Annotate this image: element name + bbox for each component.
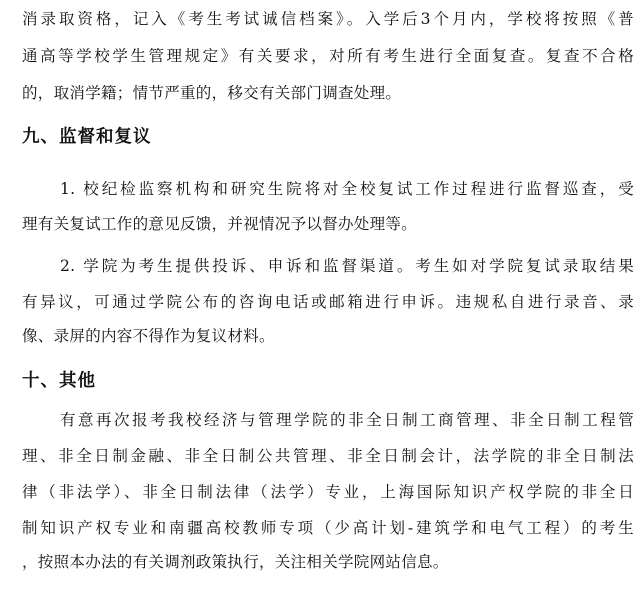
paragraph-line: 的，取消学籍；情节严重的，移交有关部门调查处理。 — [22, 84, 402, 102]
section-heading-other: 十、其他 — [22, 371, 96, 391]
paragraph-line: 2. 学院为考生提供投诉、申诉和监督渠道。考生如对学院复试录取结果 — [60, 257, 634, 275]
paragraph-line: 理有关复试工作的意见反馈，并视情况予以督办处理等。 — [22, 215, 418, 233]
paragraph-line: 1. 校纪检监察机构和研究生院将对全校复试工作过程进行监督巡查，受 — [60, 180, 634, 198]
paragraph-line: 通高等学校学生管理规定》有关要求，对所有考生进行全面复查。复查不合格 — [22, 47, 634, 65]
paragraph-line: 理、非全日制金融、非全日制公共管理、非全日制会计，法学院的非全日制法 — [22, 447, 634, 465]
paragraph-line: 消录取资格，记入《考生考试诚信档案》。入学后3个月内，学校将按照《普 — [22, 10, 634, 28]
section-heading-supervision: 九、监督和复议 — [22, 127, 152, 147]
paragraph-line: ，按照本办法的有关调剂政策执行，关注相关学院网站信息。 — [22, 553, 449, 571]
paragraph-line: 有意再次报考我校经济与管理学院的非全日制工商管理、非全日制工程管 — [60, 411, 634, 429]
paragraph-line: 制知识产权专业和南疆高校教师专项（少高计划-建筑学和电气工程）的考生 — [22, 519, 634, 537]
paragraph-line: 律（非法学）、非全日制法律（法学）专业，上海国际知识产权学院的非全日 — [22, 483, 634, 501]
paragraph-line: 像、录屏的内容不得作为复议材料。 — [22, 327, 275, 345]
paragraph-line: 有异议，可通过学院公布的咨询电话或邮箱进行申诉。违规私自进行录音、录 — [22, 293, 634, 311]
